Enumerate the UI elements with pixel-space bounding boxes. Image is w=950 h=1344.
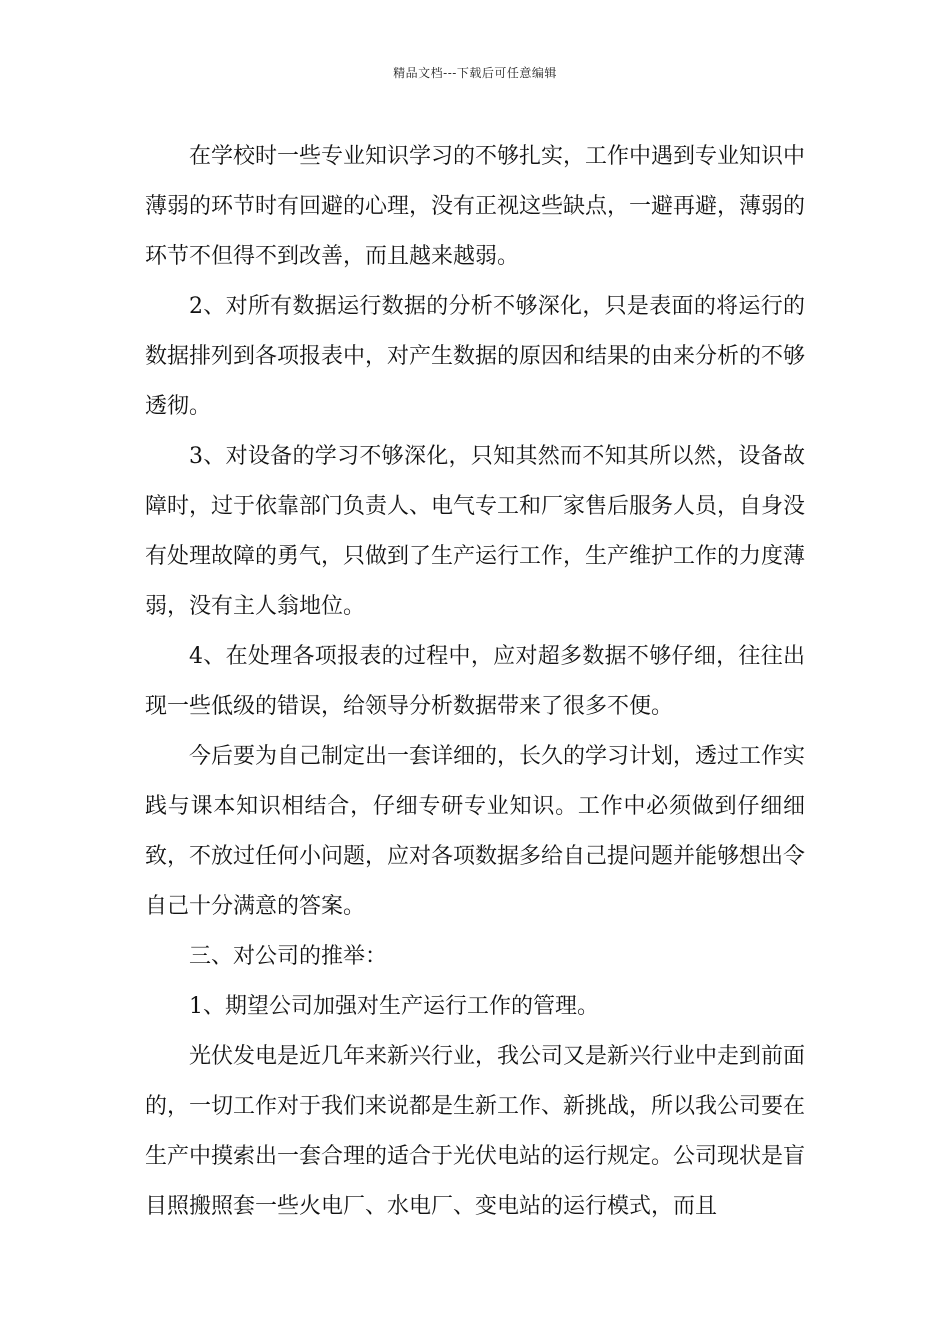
paragraph-8: 光伏发电是近几年来新兴行业，我公司又是新兴行业中走到前面的，一切工作对于我们来说都是生新工作、新挑战，所以我公司要在生产中摸索出一套合理的适合于光伏电站的运行规定。公司现状是盲目照搬照套一些火电厂、水电厂、变电站的运行模式，而且 <box>145 1044 806 1219</box>
document-body <box>145 132 805 1232</box>
paragraph-5: 今后要为自己制定出一套详细的，长久的学习计划，透过工作实践与课本知识相结合，仔细专研专业知识。工作中必须做到仔细细致，不放过任何小问题，应对各项数据多给自己提问题并能够想出令自己十分满意的答案。 <box>145 744 806 919</box>
paragraph-2: 2、对所有数据运行数据的分析不够深化，只是表面的将运行的数据排列到各项报表中，对产生数据的原因和结果的由来分析的不够透彻。 <box>145 294 806 419</box>
paragraph-4: 4、在处理各项报表的过程中，应对超多数据不够仔细，往往出现一些低级的错误，给领导分析数据带来了很多不便。 <box>145 644 805 719</box>
paragraph-1: 在学校时一些专业知识学习的不够扎实，工作中遇到专业知识中薄弱的环节时有回避的心理，没有正视这些缺点，一避再避，薄弱的环节不但得不到改善，而且越来越弱。 <box>145 144 806 269</box>
paragraph-3: 3、对设备的学习不够深化，只知其然而不知其所以然，设备故障时，过于依靠部门负责人、电气专工和厂家售后服务人员，自身没有处理故障的勇气，只做到了生产运行工作，生产维护工作的力度薄弱，没有主人翁地位。 <box>145 444 806 619</box>
page-header: 精品文档---下载后可任意编辑 <box>393 66 557 80</box>
section-heading: 三、对公司的推举： <box>189 944 388 969</box>
paragraph-7: 1、期望公司加强对生产运行工作的管理。 <box>189 994 599 1019</box>
